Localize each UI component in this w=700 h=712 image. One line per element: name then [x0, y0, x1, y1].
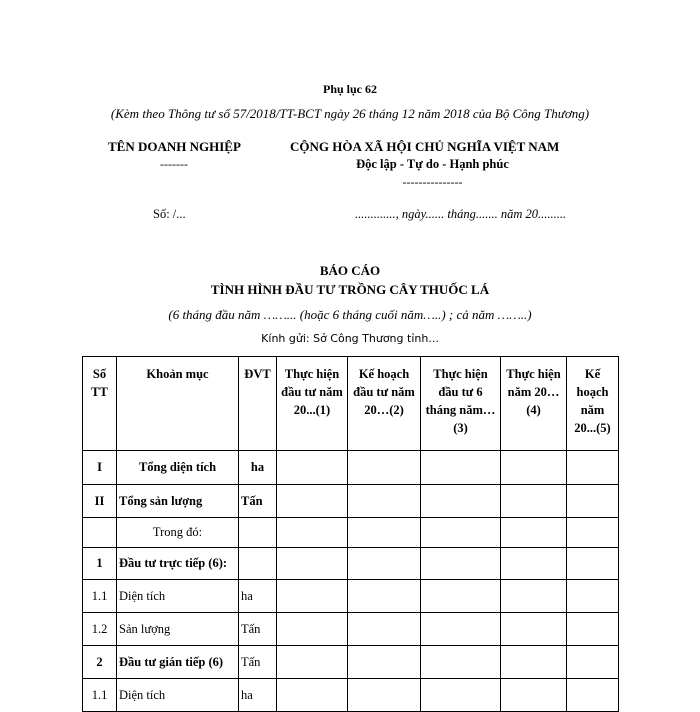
cell-col4	[501, 613, 567, 646]
cell-col5	[567, 580, 619, 613]
cell-col5	[567, 485, 619, 518]
cell-col4	[501, 451, 567, 485]
company-divider: -------	[160, 157, 188, 171]
cell-col1	[277, 485, 348, 518]
table-row	[83, 613, 619, 646]
cell-col3	[421, 679, 501, 712]
row-unit: ha	[239, 580, 277, 613]
circular-note: (Kèm theo Thông tư số 57/2018/TT-BCT ngày 26 tháng 12 năm 2018 của Bộ Công Thương)	[110, 106, 590, 121]
table-row	[83, 679, 619, 712]
row-item: Diện tích	[117, 580, 239, 613]
motto-divider: ---------------	[402, 175, 463, 189]
cell-col4	[501, 485, 567, 518]
cell-col1	[277, 518, 348, 548]
republic-title: CỘNG HÒA XÃ HỘI CHỦ NGHĨA VIỆT NAM	[290, 139, 560, 154]
row-stt: I	[83, 451, 117, 485]
row-item: Diện tích	[117, 679, 239, 712]
row-stt: II	[83, 485, 117, 518]
row-stt: 1	[83, 548, 117, 580]
cell-col3	[421, 613, 501, 646]
table-row	[83, 518, 619, 548]
investment-report-table	[82, 356, 619, 712]
cell-col4	[501, 646, 567, 679]
row-unit: Tấn	[239, 613, 277, 646]
cell-col2	[348, 485, 421, 518]
place-date-line: ............., ngày...... tháng....... năm 20.........	[355, 207, 567, 221]
recipient-line: Kính gửi: Sở Công Thương tỉnh...	[261, 332, 439, 345]
header-col4: Thực hiện năm 20…(4)	[501, 357, 567, 451]
cell-col2	[348, 580, 421, 613]
row-item: Đầu tư gián tiếp (6)	[117, 646, 239, 679]
row-stt: 1.1	[83, 679, 117, 712]
table-row	[83, 580, 619, 613]
cell-col3	[421, 518, 501, 548]
cell-col3	[421, 548, 501, 580]
row-unit: Tấn	[239, 646, 277, 679]
cell-col1	[277, 679, 348, 712]
cell-col1	[277, 451, 348, 485]
period-note: (6 tháng đầu năm ……... (hoặc 6 tháng cuối năm…..) ; cả năm ……..)	[168, 307, 532, 322]
row-unit: ha	[239, 679, 277, 712]
cell-col2	[348, 548, 421, 580]
header-stt: Số TT	[83, 357, 117, 451]
row-item: Đầu tư trực tiếp (6):	[117, 548, 239, 580]
row-stt: 1.1	[83, 580, 117, 613]
row-stt	[83, 518, 117, 548]
cell-col5	[567, 679, 619, 712]
row-item: Tổng sản lượng	[117, 485, 239, 518]
national-motto: Độc lập - Tự do - Hạnh phúc	[356, 157, 509, 171]
report-title: TÌNH HÌNH ĐẦU TƯ TRỒNG CÂY THUỐC LÁ	[210, 282, 490, 297]
cell-col5	[567, 451, 619, 485]
table-row	[83, 485, 619, 518]
row-unit: ha	[239, 451, 277, 485]
row-unit	[239, 548, 277, 580]
header-col2: Kế hoạch đầu tư năm 20…(2)	[348, 357, 421, 451]
report-label: BÁO CÁO	[319, 263, 381, 278]
cell-col3	[421, 451, 501, 485]
row-unit: Tấn	[239, 485, 277, 518]
cell-col1	[277, 548, 348, 580]
header-item: Khoản mục	[117, 357, 239, 451]
header-col5: Kế hoạch năm 20...(5)	[567, 357, 619, 451]
cell-col2	[348, 451, 421, 485]
table-row	[83, 548, 619, 580]
cell-col5	[567, 518, 619, 548]
cell-col2	[348, 518, 421, 548]
row-stt: 1.2	[83, 613, 117, 646]
cell-col4	[501, 518, 567, 548]
cell-col1	[277, 646, 348, 679]
cell-col2	[348, 679, 421, 712]
row-stt: 2	[83, 646, 117, 679]
cell-col3	[421, 646, 501, 679]
header-unit: ĐVT	[239, 357, 277, 451]
header-col1: Thực hiện đầu tư năm 20...(1)	[277, 357, 348, 451]
row-unit	[239, 518, 277, 548]
table-header-row	[83, 357, 619, 451]
row-item: Trong đó:	[117, 518, 239, 548]
cell-col2	[348, 613, 421, 646]
row-item: Tổng diện tích	[117, 451, 239, 485]
company-name: TÊN DOANH NGHIỆP	[108, 139, 241, 154]
table-row	[83, 646, 619, 679]
row-item: Sản lượng	[117, 613, 239, 646]
table-row	[83, 451, 619, 485]
cell-col3	[421, 580, 501, 613]
cell-col4	[501, 679, 567, 712]
appendix-title: Phụ lục 62	[322, 82, 377, 96]
cell-col2	[348, 646, 421, 679]
cell-col5	[567, 646, 619, 679]
header-col3: Thực hiện đầu tư 6 tháng năm…(3)	[421, 357, 501, 451]
cell-col5	[567, 613, 619, 646]
cell-col1	[277, 580, 348, 613]
cell-col5	[567, 548, 619, 580]
document-number: Số: /...	[153, 207, 186, 221]
cell-col1	[277, 613, 348, 646]
cell-col4	[501, 548, 567, 580]
cell-col3	[421, 485, 501, 518]
cell-col4	[501, 580, 567, 613]
